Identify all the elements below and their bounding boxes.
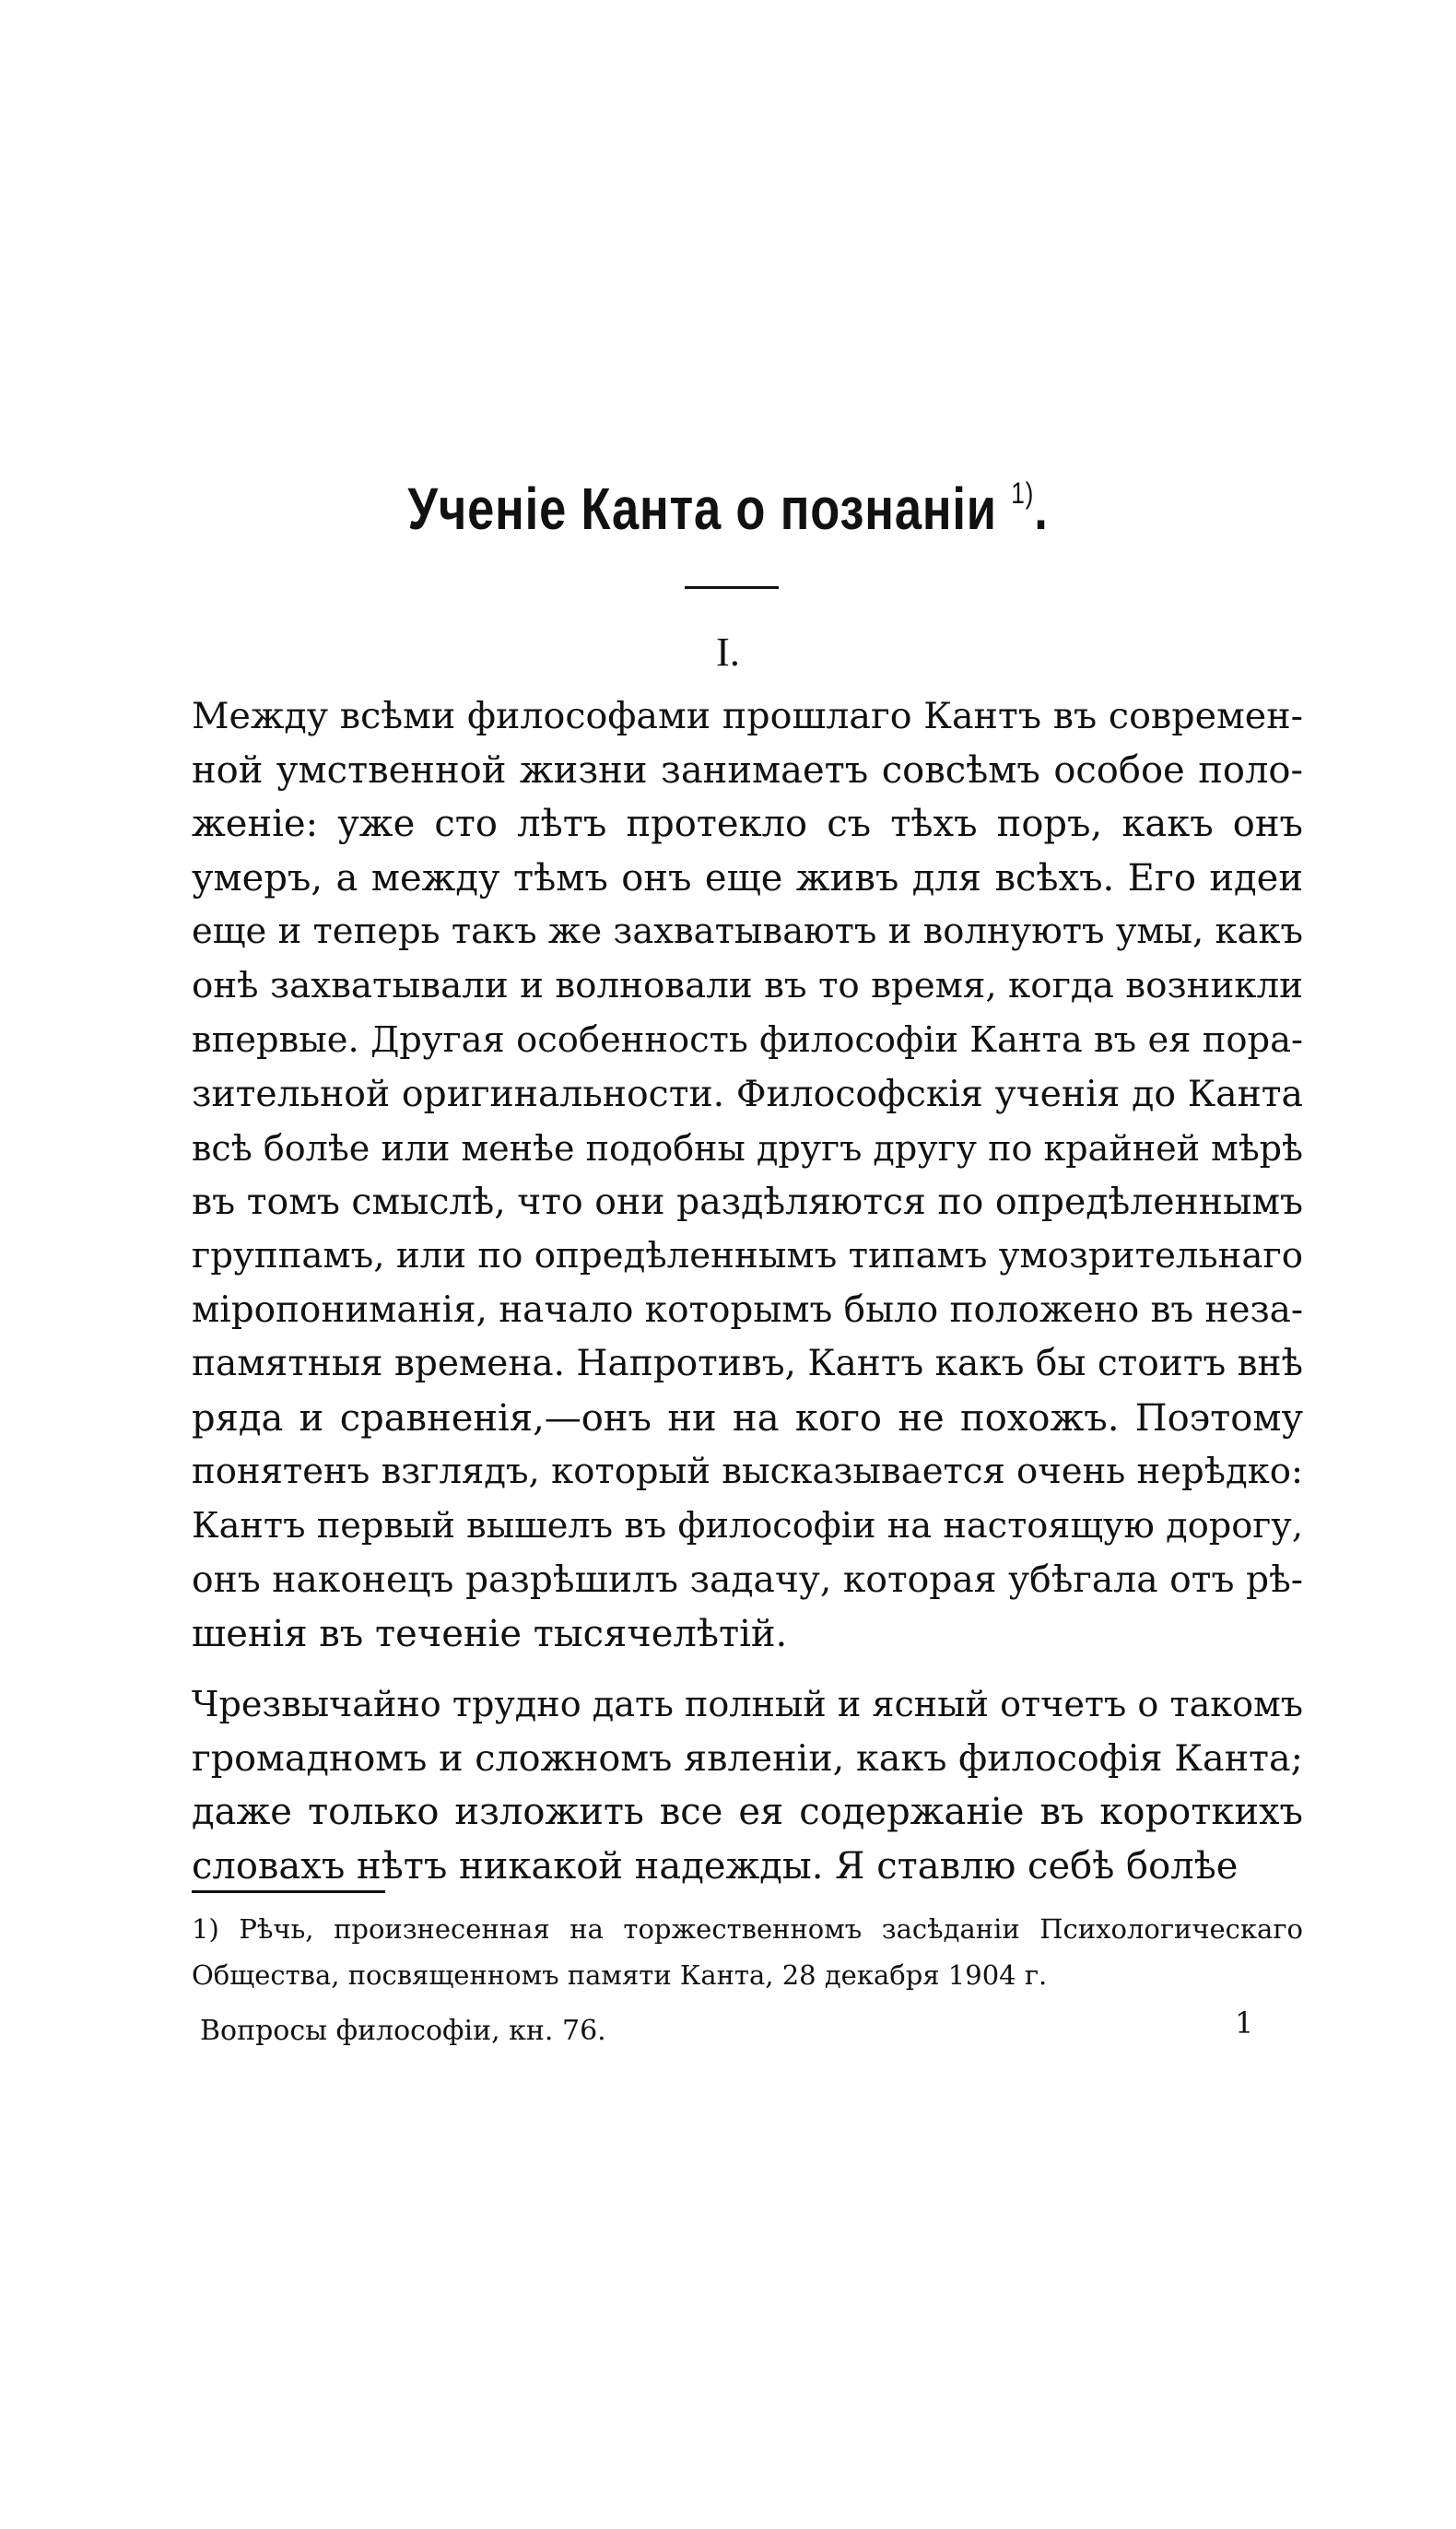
title-divider: [685, 586, 779, 589]
text-line: ряда и сравненія,—онъ ни на кого не похожъ. Поэтому: [192, 1396, 1303, 1440]
section-number: I.: [716, 629, 740, 675]
page-number: 1: [1235, 2006, 1254, 2041]
article-title: [131, 475, 1325, 543]
text-line: еще и теперь такъ же захватываютъ и волнуютъ умы, какъ: [192, 911, 1303, 953]
text-line: Между всѣми философами прошлаго Кантъ въ современ-: [192, 695, 1303, 737]
text-line: памятныя времена. Напротивъ, Кантъ какъ бы стоитъ внѣ: [192, 1343, 1304, 1385]
text-line: въ томъ смыслѣ, что они раздѣляются по опредѣленнымъ: [192, 1181, 1303, 1224]
paragraph-2: [192, 1677, 1303, 1893]
text-line: онѣ захватывали и волновали въ то время, когда возникли: [192, 964, 1303, 1006]
footnote: [192, 1906, 1303, 1998]
text-line: словахъ нѣтъ никакой надежды. Я ставлю себѣ болѣе: [192, 1844, 1239, 1888]
title-footnote-marker: 1): [1011, 476, 1035, 510]
paragraph-1: [192, 689, 1303, 1662]
text-line: Чрезвычайно трудно дать полный и ясный отчетъ о такомъ: [192, 1684, 1303, 1724]
text-line: ной умственной жизни занимаетъ совсѣмъ особое поло-: [192, 748, 1303, 792]
text-line: Общества, посвященномъ памяти Канта, 28 декабря 1904 г.: [192, 1959, 1048, 1991]
text-line: впервые. Другая особенность философіи Канта въ ея пора-: [192, 1018, 1303, 1061]
footnote-divider: [192, 1890, 385, 1893]
journal-signature: Вопросы философіи, кн. 76.: [200, 2015, 606, 2047]
text-line: даже только изложить все ея содержаніе въ короткихъ: [192, 1791, 1303, 1834]
text-line: громадномъ и сложномъ явленіи, какъ философія Канта;: [192, 1736, 1303, 1780]
text-line: міропониманія, начало которымъ было положено въ неза-: [192, 1288, 1303, 1331]
text-line: Кантъ первый вышелъ въ философіи на настоящую дорогу,: [192, 1504, 1303, 1547]
text-line: группамъ, или по опредѣленнымъ типамъ умозрительнаго: [192, 1234, 1303, 1276]
title-period: .: [1034, 476, 1049, 542]
text-line: шенія въ теченіе тысячелѣтій.: [192, 1613, 788, 1656]
text-line: онъ наконецъ разрѣшилъ задачу, которая убѣгала отъ рѣ-: [192, 1559, 1303, 1601]
text-line: 1) Рѣчь, произнесенная на торжественномъ засѣданіи Психологическаго: [192, 1913, 1303, 1945]
article-title-text: Ученіе Канта о познаніи: [407, 476, 997, 542]
text-line: зительной оригинальности. Философскія ученія до Канта: [192, 1073, 1303, 1116]
text-line: умеръ, а между тѣмъ онъ еще живъ для всѣхъ. Его идеи: [192, 856, 1303, 900]
text-line: всѣ болѣе или менѣе подобны другъ другу по крайней мѣрѣ: [192, 1127, 1303, 1169]
text-line: понятенъ взглядъ, который высказывается очень нерѣдко:: [192, 1451, 1303, 1493]
text-line: женіе: уже сто лѣтъ протекло съ тѣхъ поръ, какъ онъ: [192, 803, 1303, 846]
